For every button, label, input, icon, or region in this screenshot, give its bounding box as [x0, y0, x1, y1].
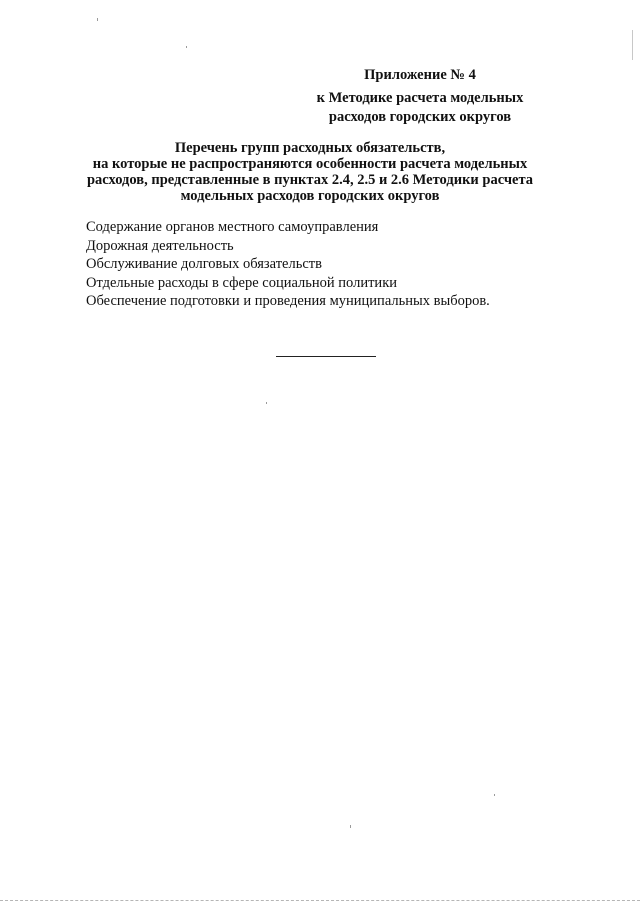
- list-item: Дорожная деятельность: [86, 237, 234, 254]
- appendix-header: [300, 66, 540, 127]
- appendix-number: Приложение № 4: [364, 67, 476, 83]
- list-item: Отдельные расходы в сфере социальной политики: [86, 274, 397, 291]
- appendix-reference-line-2: расходов городских округов: [328, 109, 512, 125]
- scan-speck: [97, 18, 98, 21]
- document-title: [70, 140, 550, 204]
- appendix-reference-line-1: к Методике расчета модельных: [316, 90, 524, 106]
- list-item: Обслуживание долговых обязательств: [86, 256, 322, 272]
- scan-speck: [350, 825, 351, 828]
- scan-speck: [494, 794, 495, 796]
- closing-rule: [276, 356, 376, 357]
- title-line-1: Перечень групп расходных обязательств,: [174, 140, 446, 156]
- title-line-2: на которые не распространяются особенности расчета модельных: [92, 156, 528, 172]
- scan-speck: [632, 30, 633, 60]
- scan-speck: [186, 46, 187, 48]
- title-line-3: расходов, представленные в пунктах 2.4, 2.5 и 2.6 Методики расчета: [86, 172, 534, 188]
- expense-groups-list: [86, 218, 586, 311]
- list-item: Содержание органов местного самоуправления: [86, 219, 379, 235]
- list-item: Обеспечение подготовки и проведения муниципальных выборов.: [86, 293, 490, 309]
- scan-speck: [266, 402, 267, 404]
- scan-edge-line: [0, 900, 640, 901]
- title-line-4: модельных расходов городских округов: [180, 188, 440, 204]
